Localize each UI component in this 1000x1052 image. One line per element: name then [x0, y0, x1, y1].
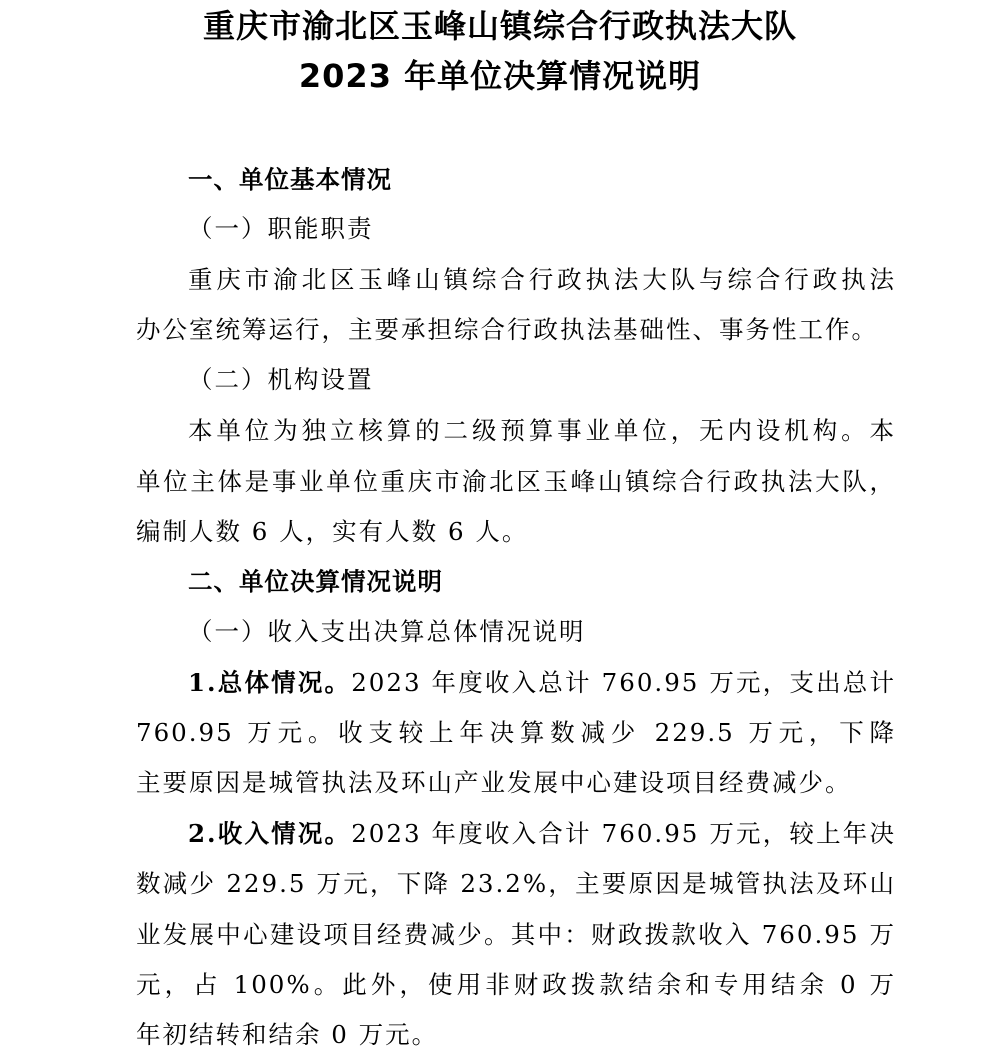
paragraph-line: 760.95 万元。收支较上年决算数减少 229.5 万元，下降 — [136, 718, 896, 747]
paragraph-line: 编制人数 6 人，实有人数 6 人。 — [136, 517, 529, 546]
paragraph-line-income — [188, 817, 896, 851]
paragraph-line: 本单位为独立核算的二级预算事业单位，无内设机构。本 — [188, 416, 896, 445]
section-heading-final-accounts: 二、单位决算情况说明 — [188, 567, 443, 596]
document-title-line-2: 2023 年单位决算情况说明 — [298, 57, 702, 95]
section-heading-basic-info: 一、单位基本情况 — [188, 165, 392, 194]
overall-text: 2023 年度收入总计 760.95 万元，支出总计 — [351, 668, 896, 697]
paragraph-line: 单位主体是事业单位重庆市渝北区玉峰山镇综合行政执法大队， — [136, 467, 896, 496]
paragraph-line: 办公室统筹运行，主要承担综合行政执法基础性、事务性工作。 — [136, 315, 878, 344]
income-text: 2023 年度收入合计 760.95 万元，较上年决 — [351, 819, 896, 848]
income-label: 2.收入情况。 — [188, 819, 352, 848]
subsection-heading-structure: （二）机构设置 — [188, 365, 374, 394]
overall-label: 1.总体情况。 — [188, 668, 352, 697]
document-title-line-1: 重庆市渝北区玉峰山镇综合行政执法大队 — [202, 7, 797, 45]
subsection-heading-income-expense: （一）收入支出决算总体情况说明 — [188, 617, 586, 646]
paragraph-line: 数减少 229.5 万元，下降 23.2%，主要原因是城管执法及环山 — [136, 869, 896, 898]
paragraph-line: 年初结转和结余 0 万元。 — [136, 1020, 439, 1049]
paragraph-line: 重庆市渝北区玉峰山镇综合行政执法大队与综合行政执法 — [188, 265, 896, 294]
subsection-heading-functions: （一）职能职责 — [188, 214, 374, 243]
paragraph-line-overall — [188, 666, 896, 700]
paragraph-line: 主要原因是城管执法及环山产业发展中心建设项目经费减少。 — [136, 768, 852, 797]
paragraph-line: 元，占 100%。此外，使用非财政拨款结余和专用结余 0 万 — [136, 970, 896, 999]
paragraph-line: 业发展中心建设项目经费减少。其中：财政拨款收入 760.95 万 — [136, 920, 896, 949]
